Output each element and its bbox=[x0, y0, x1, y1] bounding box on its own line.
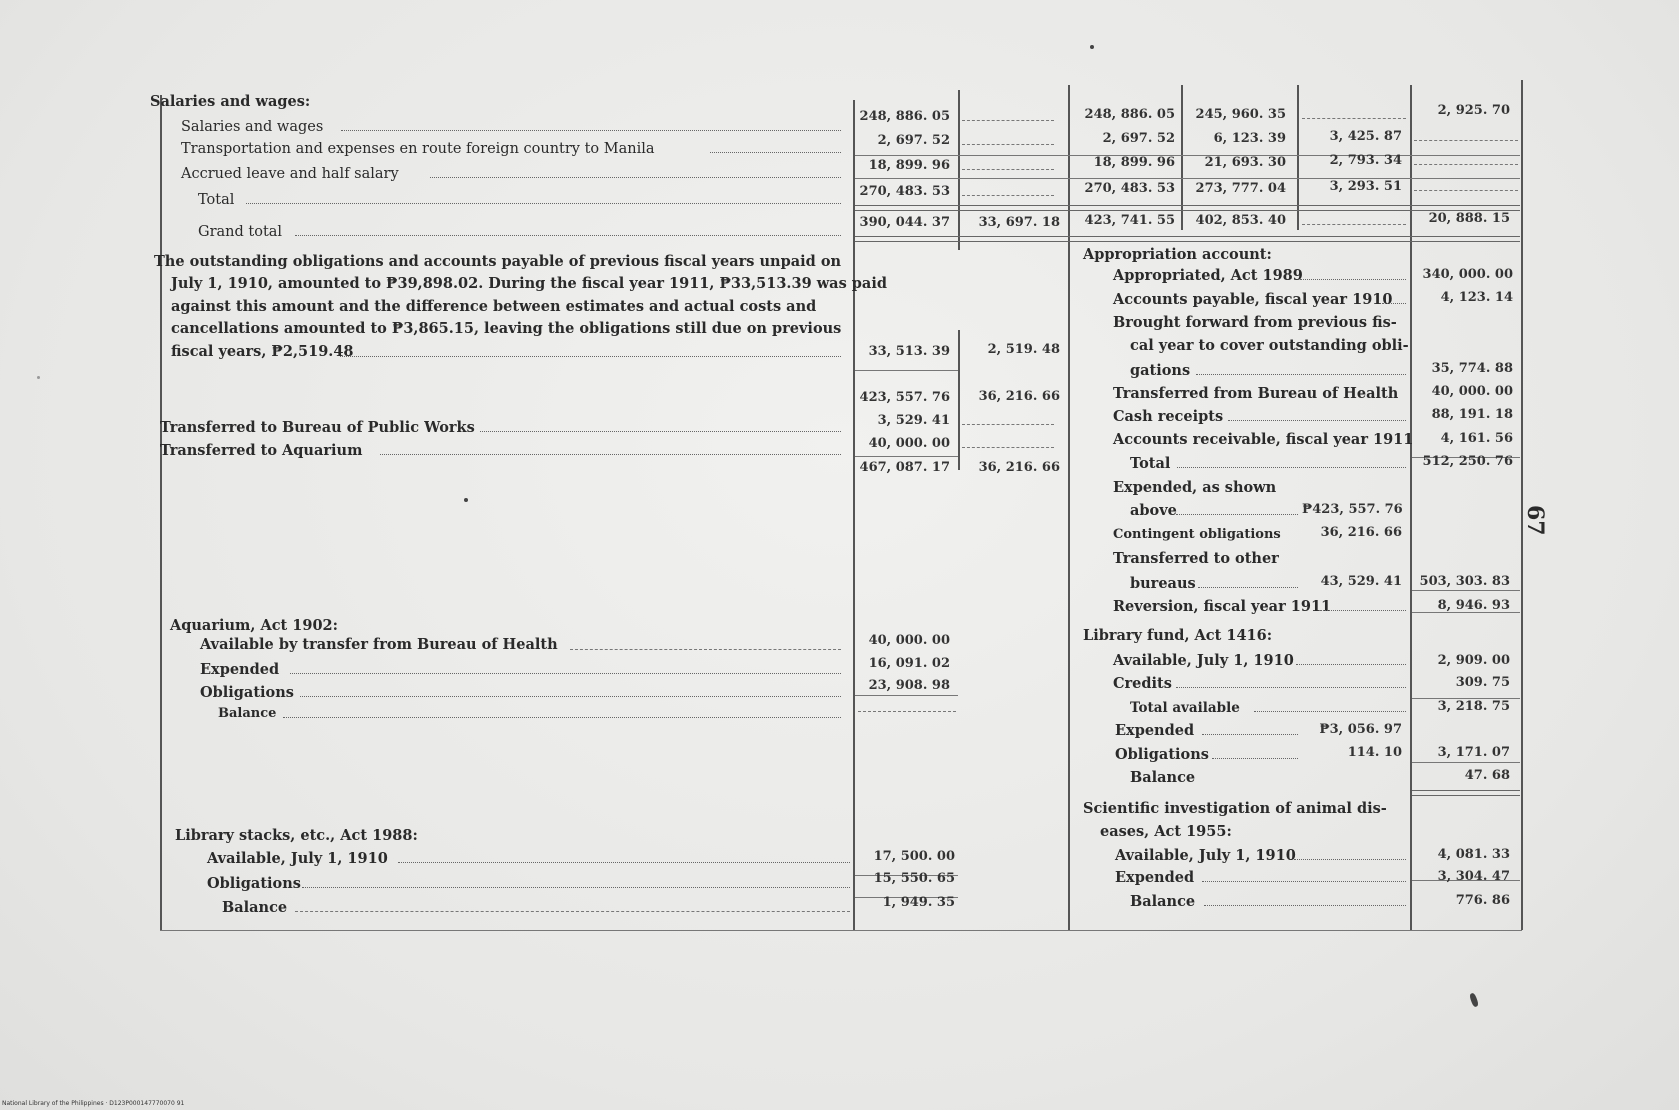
row-label: Available, July 1, 1910 bbox=[207, 850, 388, 867]
blank-dash bbox=[962, 424, 1054, 425]
row-label: Obligations bbox=[207, 875, 301, 892]
cell-value: 776. 86 bbox=[1455, 893, 1510, 908]
bottom-rule bbox=[160, 930, 1522, 931]
row-label: Transferred to Aquarium bbox=[160, 442, 363, 459]
cell-value: 18, 899. 96 bbox=[1093, 155, 1175, 170]
row-label: Total available bbox=[1130, 700, 1240, 716]
leader-dots bbox=[1177, 467, 1406, 468]
cell-value: 248, 886. 05 bbox=[859, 109, 950, 124]
row-label: above bbox=[1130, 502, 1177, 519]
leader-dots bbox=[430, 177, 841, 178]
cell-value: 17, 500. 00 bbox=[873, 849, 955, 864]
row-label: Expended bbox=[200, 661, 280, 678]
leader-dots bbox=[1202, 881, 1406, 882]
cell-value: 270, 483. 53 bbox=[1084, 181, 1175, 196]
row-label: Obligations bbox=[200, 684, 294, 701]
cell-value: 3, 171. 07 bbox=[1437, 745, 1510, 760]
row-label: Expended bbox=[1115, 722, 1195, 739]
cell-value: 20, 888. 15 bbox=[1428, 211, 1510, 226]
row-label: Accounts payable, fiscal year 1910 bbox=[1113, 291, 1393, 308]
row-rule bbox=[855, 178, 1520, 179]
cell-value: 23, 908. 98 bbox=[868, 678, 950, 693]
leader-dots bbox=[1254, 711, 1406, 712]
scan-speck bbox=[1090, 45, 1094, 49]
paragraph-line: The outstanding obligations and accounts payable of previous fiscal years unpaid on bbox=[154, 253, 842, 270]
blank-dash bbox=[962, 120, 1054, 121]
scan-footer: National Library of the Philippines · D123P000147770070 91 bbox=[2, 1100, 185, 1107]
cell-value: 2, 925. 70 bbox=[1437, 103, 1510, 118]
row-label: Credits bbox=[1113, 675, 1172, 692]
leader-dots bbox=[1300, 279, 1406, 280]
column-rule bbox=[160, 95, 162, 930]
row-label: Expended, as shown bbox=[1113, 479, 1277, 496]
cell-value: 6, 123. 39 bbox=[1213, 131, 1286, 146]
row-label: Expended bbox=[1115, 869, 1195, 886]
blank-dash bbox=[962, 169, 1054, 170]
leader-dots bbox=[295, 235, 841, 236]
cell-value: 340, 000. 00 bbox=[1422, 267, 1513, 282]
row-label: Total bbox=[1130, 455, 1171, 472]
cell-value: 248, 886. 05 bbox=[1084, 107, 1175, 122]
row-label: Available, July 1, 1910 bbox=[1115, 847, 1296, 864]
row-label: Cash receipts bbox=[1113, 408, 1224, 425]
leader-dots bbox=[1176, 514, 1298, 515]
section-heading: Library fund, Act 1416: bbox=[1083, 627, 1273, 644]
leader-dots bbox=[341, 130, 841, 131]
leader-dots bbox=[1294, 859, 1406, 860]
leader-dots bbox=[246, 203, 841, 204]
cell-value: 2, 909. 00 bbox=[1437, 653, 1510, 668]
row-label: Transferred to Bureau of Public Works bbox=[160, 419, 475, 436]
row-rule bbox=[855, 370, 958, 371]
cell-value: 4, 123. 14 bbox=[1440, 290, 1513, 305]
row-label: gations bbox=[1130, 362, 1191, 379]
cell-value: 15, 550. 65 bbox=[873, 871, 955, 886]
cell-value: 503, 303. 83 bbox=[1419, 574, 1510, 589]
cell-value: 270, 483. 53 bbox=[859, 184, 950, 199]
cell-value: 33, 697. 18 bbox=[978, 215, 1060, 230]
total-rule bbox=[1412, 790, 1520, 796]
cell-value: 512, 250. 76 bbox=[1422, 454, 1513, 469]
paragraph-line: cancellations amounted to ₱3,865.15, leaving the obligations still due on previous bbox=[171, 320, 842, 337]
leader-dots bbox=[480, 431, 841, 432]
section-heading: Library stacks, etc., Act 1988: bbox=[175, 827, 418, 844]
leader-dots bbox=[302, 887, 850, 888]
cell-value: 3, 529. 41 bbox=[877, 413, 950, 428]
blank-dash bbox=[962, 195, 1054, 196]
scan-speck bbox=[464, 498, 468, 502]
leader-dots bbox=[340, 356, 841, 357]
cell-value: 40, 000. 00 bbox=[1431, 384, 1513, 399]
section-heading: eases, Act 1955: bbox=[1100, 823, 1232, 840]
leader-dots bbox=[380, 454, 841, 455]
cell-value: 3, 425. 87 bbox=[1329, 129, 1402, 144]
blank-dash bbox=[1302, 224, 1406, 225]
blank-dash bbox=[1414, 140, 1518, 141]
cell-value: 3, 293. 51 bbox=[1329, 179, 1402, 194]
row-label: Balance bbox=[218, 706, 277, 721]
section-heading: Salaries and wages: bbox=[150, 93, 311, 110]
cell-value: 40, 000. 00 bbox=[868, 633, 950, 648]
leader-dots bbox=[1198, 587, 1298, 588]
row-label: Reversion, fiscal year 1911 bbox=[1113, 598, 1332, 615]
cell-value: 35, 774. 88 bbox=[1431, 361, 1513, 376]
cell-value: 36, 216. 66 bbox=[978, 389, 1060, 404]
section-heading: Aquarium, Act 1902: bbox=[170, 617, 338, 634]
row-label: Salaries and wages bbox=[181, 119, 324, 135]
cell-value: ₱423, 557. 76 bbox=[1302, 502, 1403, 517]
row-label: Transferred to other bbox=[1113, 550, 1279, 567]
leader-dots bbox=[300, 696, 841, 697]
leader-dots bbox=[1202, 734, 1298, 735]
cell-value: 47. 68 bbox=[1464, 768, 1510, 783]
grand-total-label: Grand total bbox=[198, 224, 283, 240]
cell-value: 2, 697. 52 bbox=[877, 133, 950, 148]
section-heading: Appropriation account: bbox=[1083, 246, 1272, 263]
leader-dots bbox=[1296, 664, 1406, 665]
cell-value: 4, 161. 56 bbox=[1440, 431, 1513, 446]
blank-dash bbox=[962, 144, 1054, 145]
blank-dash bbox=[1414, 164, 1518, 165]
leader-dots bbox=[1196, 374, 1406, 375]
cell-value: 3, 304. 47 bbox=[1437, 869, 1510, 884]
cell-value: 2, 519. 48 bbox=[987, 342, 1060, 357]
cell-value: ₱3, 056. 97 bbox=[1319, 722, 1402, 737]
cell-value: 309. 75 bbox=[1455, 675, 1510, 690]
leader-dots bbox=[1320, 610, 1406, 611]
page-number: 67 bbox=[1522, 505, 1548, 536]
paragraph-line: fiscal years, ₱2,519.48 bbox=[171, 343, 354, 360]
row-label: Accounts receivable, fiscal year 1911 bbox=[1113, 431, 1414, 448]
blank-dash bbox=[962, 447, 1054, 448]
leader-dots bbox=[1228, 420, 1406, 421]
leader-dots bbox=[283, 717, 841, 718]
cell-value: 43, 529. 41 bbox=[1320, 574, 1402, 589]
leader-dots bbox=[398, 862, 850, 863]
row-label: Balance bbox=[222, 899, 288, 916]
cell-value: 245, 960. 35 bbox=[1195, 107, 1286, 122]
cell-value: 423, 741. 55 bbox=[1084, 213, 1175, 228]
row-label: Brought forward from previous fis- bbox=[1113, 314, 1397, 331]
cell-value: 88, 191. 18 bbox=[1431, 407, 1513, 422]
row-label: Contingent obligations bbox=[1113, 527, 1281, 542]
cell-value: 16, 091. 02 bbox=[868, 656, 950, 671]
leader-dots bbox=[1176, 687, 1406, 688]
cell-value: 402, 853. 40 bbox=[1195, 213, 1286, 228]
row-label: Transportation and expenses en route foreign country to Manila bbox=[181, 141, 655, 157]
row-label: Obligations bbox=[1115, 746, 1209, 763]
cell-value: 1, 949. 35 bbox=[882, 895, 955, 910]
row-rule bbox=[1412, 762, 1520, 763]
row-label: Transferred from Bureau of Health bbox=[1113, 385, 1399, 402]
row-label: Available, July 1, 1910 bbox=[1113, 652, 1294, 669]
cell-value: 390, 044. 37 bbox=[859, 215, 950, 230]
leader-dashes bbox=[570, 649, 841, 650]
row-label: Accrued leave and half salary bbox=[181, 166, 399, 182]
total-rule bbox=[855, 236, 1520, 242]
column-rule bbox=[1068, 90, 1070, 930]
cell-value: 3, 218. 75 bbox=[1437, 699, 1510, 714]
cell-value: 33, 513. 39 bbox=[868, 344, 950, 359]
paragraph-line: July 1, 1910, amounted to ₱39,898.02. During the fiscal year 1911, ₱33,513.39 was paid bbox=[171, 275, 887, 292]
cell-value: 21, 693. 30 bbox=[1204, 155, 1286, 170]
row-label: Appropriated, Act 1989 bbox=[1113, 267, 1303, 284]
cell-value: 114. 10 bbox=[1347, 745, 1402, 760]
leader-dashes bbox=[295, 911, 850, 912]
cell-value: 8, 946. 93 bbox=[1437, 598, 1510, 613]
row-label: Total bbox=[198, 192, 235, 208]
cell-value: 2, 697. 52 bbox=[1102, 131, 1175, 146]
cell-value: 18, 899. 96 bbox=[868, 158, 950, 173]
scan-speck bbox=[1469, 992, 1479, 1007]
row-label: Balance bbox=[1130, 893, 1196, 910]
section-heading: Scientific investigation of animal dis- bbox=[1083, 800, 1387, 817]
blank-dash bbox=[858, 711, 956, 712]
blank-dash bbox=[1302, 118, 1406, 119]
cell-value: 2, 793. 34 bbox=[1329, 153, 1402, 168]
cell-value: 36, 216. 66 bbox=[978, 460, 1060, 475]
row-label: bureaus bbox=[1130, 575, 1196, 592]
cell-value: 423, 557. 76 bbox=[859, 390, 950, 405]
row-rule bbox=[855, 695, 958, 696]
leader-dots bbox=[1204, 905, 1406, 906]
row-label: Available by transfer from Bureau of Health bbox=[200, 636, 558, 653]
cell-value: 4, 081. 33 bbox=[1437, 847, 1510, 862]
leader-dots bbox=[1382, 303, 1406, 304]
row-rule bbox=[855, 456, 958, 457]
cell-value: 273, 777. 04 bbox=[1195, 181, 1286, 196]
paragraph-line: against this amount and the difference between estimates and actual costs and bbox=[171, 298, 817, 315]
row-label: cal year to cover outstanding obli- bbox=[1130, 337, 1409, 354]
scan-speck bbox=[37, 376, 40, 379]
cell-value: 36, 216. 66 bbox=[1320, 525, 1402, 540]
leader-dots bbox=[710, 152, 841, 153]
cell-value: 467, 087. 17 bbox=[859, 460, 950, 475]
leader-dots bbox=[1212, 758, 1298, 759]
row-label: Balance bbox=[1130, 769, 1196, 786]
cell-value: 40, 000. 00 bbox=[868, 436, 950, 451]
leader-dots bbox=[290, 673, 841, 674]
blank-dash bbox=[1414, 190, 1518, 191]
